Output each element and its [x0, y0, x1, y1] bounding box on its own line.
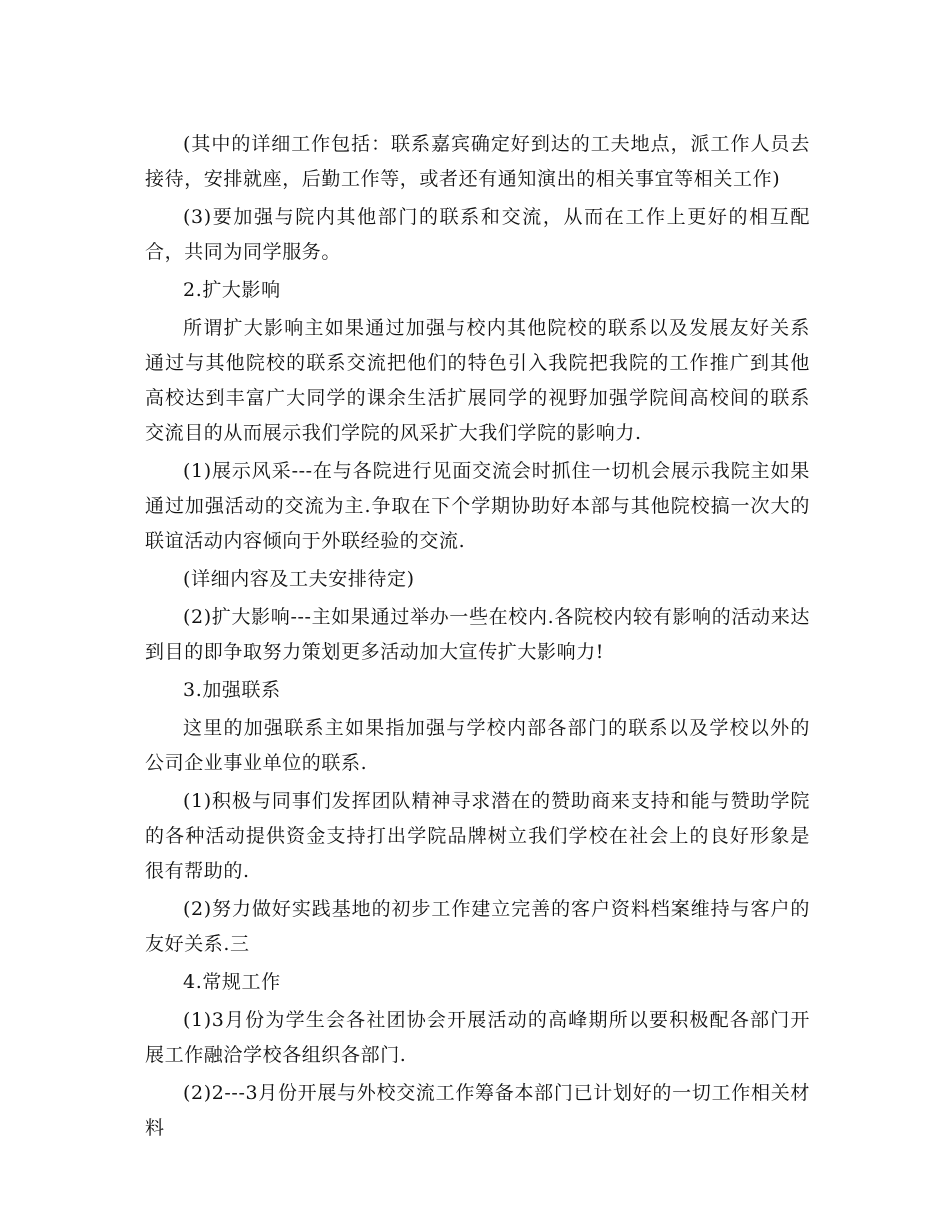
section-heading-strengthen-contact: 3.加强联系	[183, 679, 281, 701]
paragraph-show-style: (1)展示风采---在与各院进行见面交流会时抓住一切机会展示我院主如果通过加强活动的交流为主.争取在下个学期协助好本部与其他院校搞一次大的联谊活动内容倾向于外联经验的交流.	[145, 460, 810, 552]
section-heading-routine-work: 4.常规工作	[183, 971, 281, 993]
paragraph-march-peak: (1)3月份为学生会各社团协会开展活动的高峰期所以要积极配各部门开展工作融洽学校各组织各部门.	[145, 1009, 810, 1066]
section-heading-expand-influence: 2.扩大影响	[183, 279, 281, 301]
paragraph-details-pending: (详细内容及工夫安排待定)	[183, 568, 415, 590]
document-body	[145, 127, 810, 1149]
paragraph-internal-liaison: (3)要加强与院内其他部门的联系和交流，从而在工作上更好的相互配合，共同为同学服务。	[145, 206, 810, 263]
paragraph-practice-base: (2)努力做好实践基地的初步工作建立完善的客户资料档案维持与客户的友好关系.三	[145, 898, 810, 955]
paragraph-strengthen-contact-intro: 这里的加强联系主如果指加强与学校内部各部门的联系以及学校以外的公司企业事业单位的联系.	[145, 717, 810, 774]
paragraph-detail-work: (其中的详细工作包括：联系嘉宾确定好到达的工夫地点，派工作人员去接待，安排就座，后勤工作等，或者还有通知演出的相关事宜等相关工作)	[145, 133, 810, 190]
paragraph-expand-influence-intro: 所谓扩大影响主如果通过加强与校内其他院校的联系以及发展友好关系通过与其他院校的联系交流把他们的特色引入我院把我院的工作推广到其他高校达到丰富广大同学的课余生活扩展同学的视野加强学院间高校间的联系交流目的从而展示我们学院的风采扩大我们学院的影响力.	[145, 317, 810, 444]
paragraph-feb-march-exchange: (2)2---3月份开展与外校交流工作筹备本部门已计划好的一切工作相关材料	[145, 1082, 810, 1139]
paragraph-sponsorship: (1)积极与同事们发挥团队精神寻求潜在的赞助商来支持和能与赞助学院的各种活动提供资金支持打出学院品牌树立我们学校在社会上的良好形象是很有帮助的.	[145, 790, 810, 882]
paragraph-expand-influence-activities: (2)扩大影响---主如果通过举办一些在校内.各院校内较有影响的活动来达到目的即争取努力策划更多活动加大宣传扩大影响力!	[145, 606, 810, 663]
